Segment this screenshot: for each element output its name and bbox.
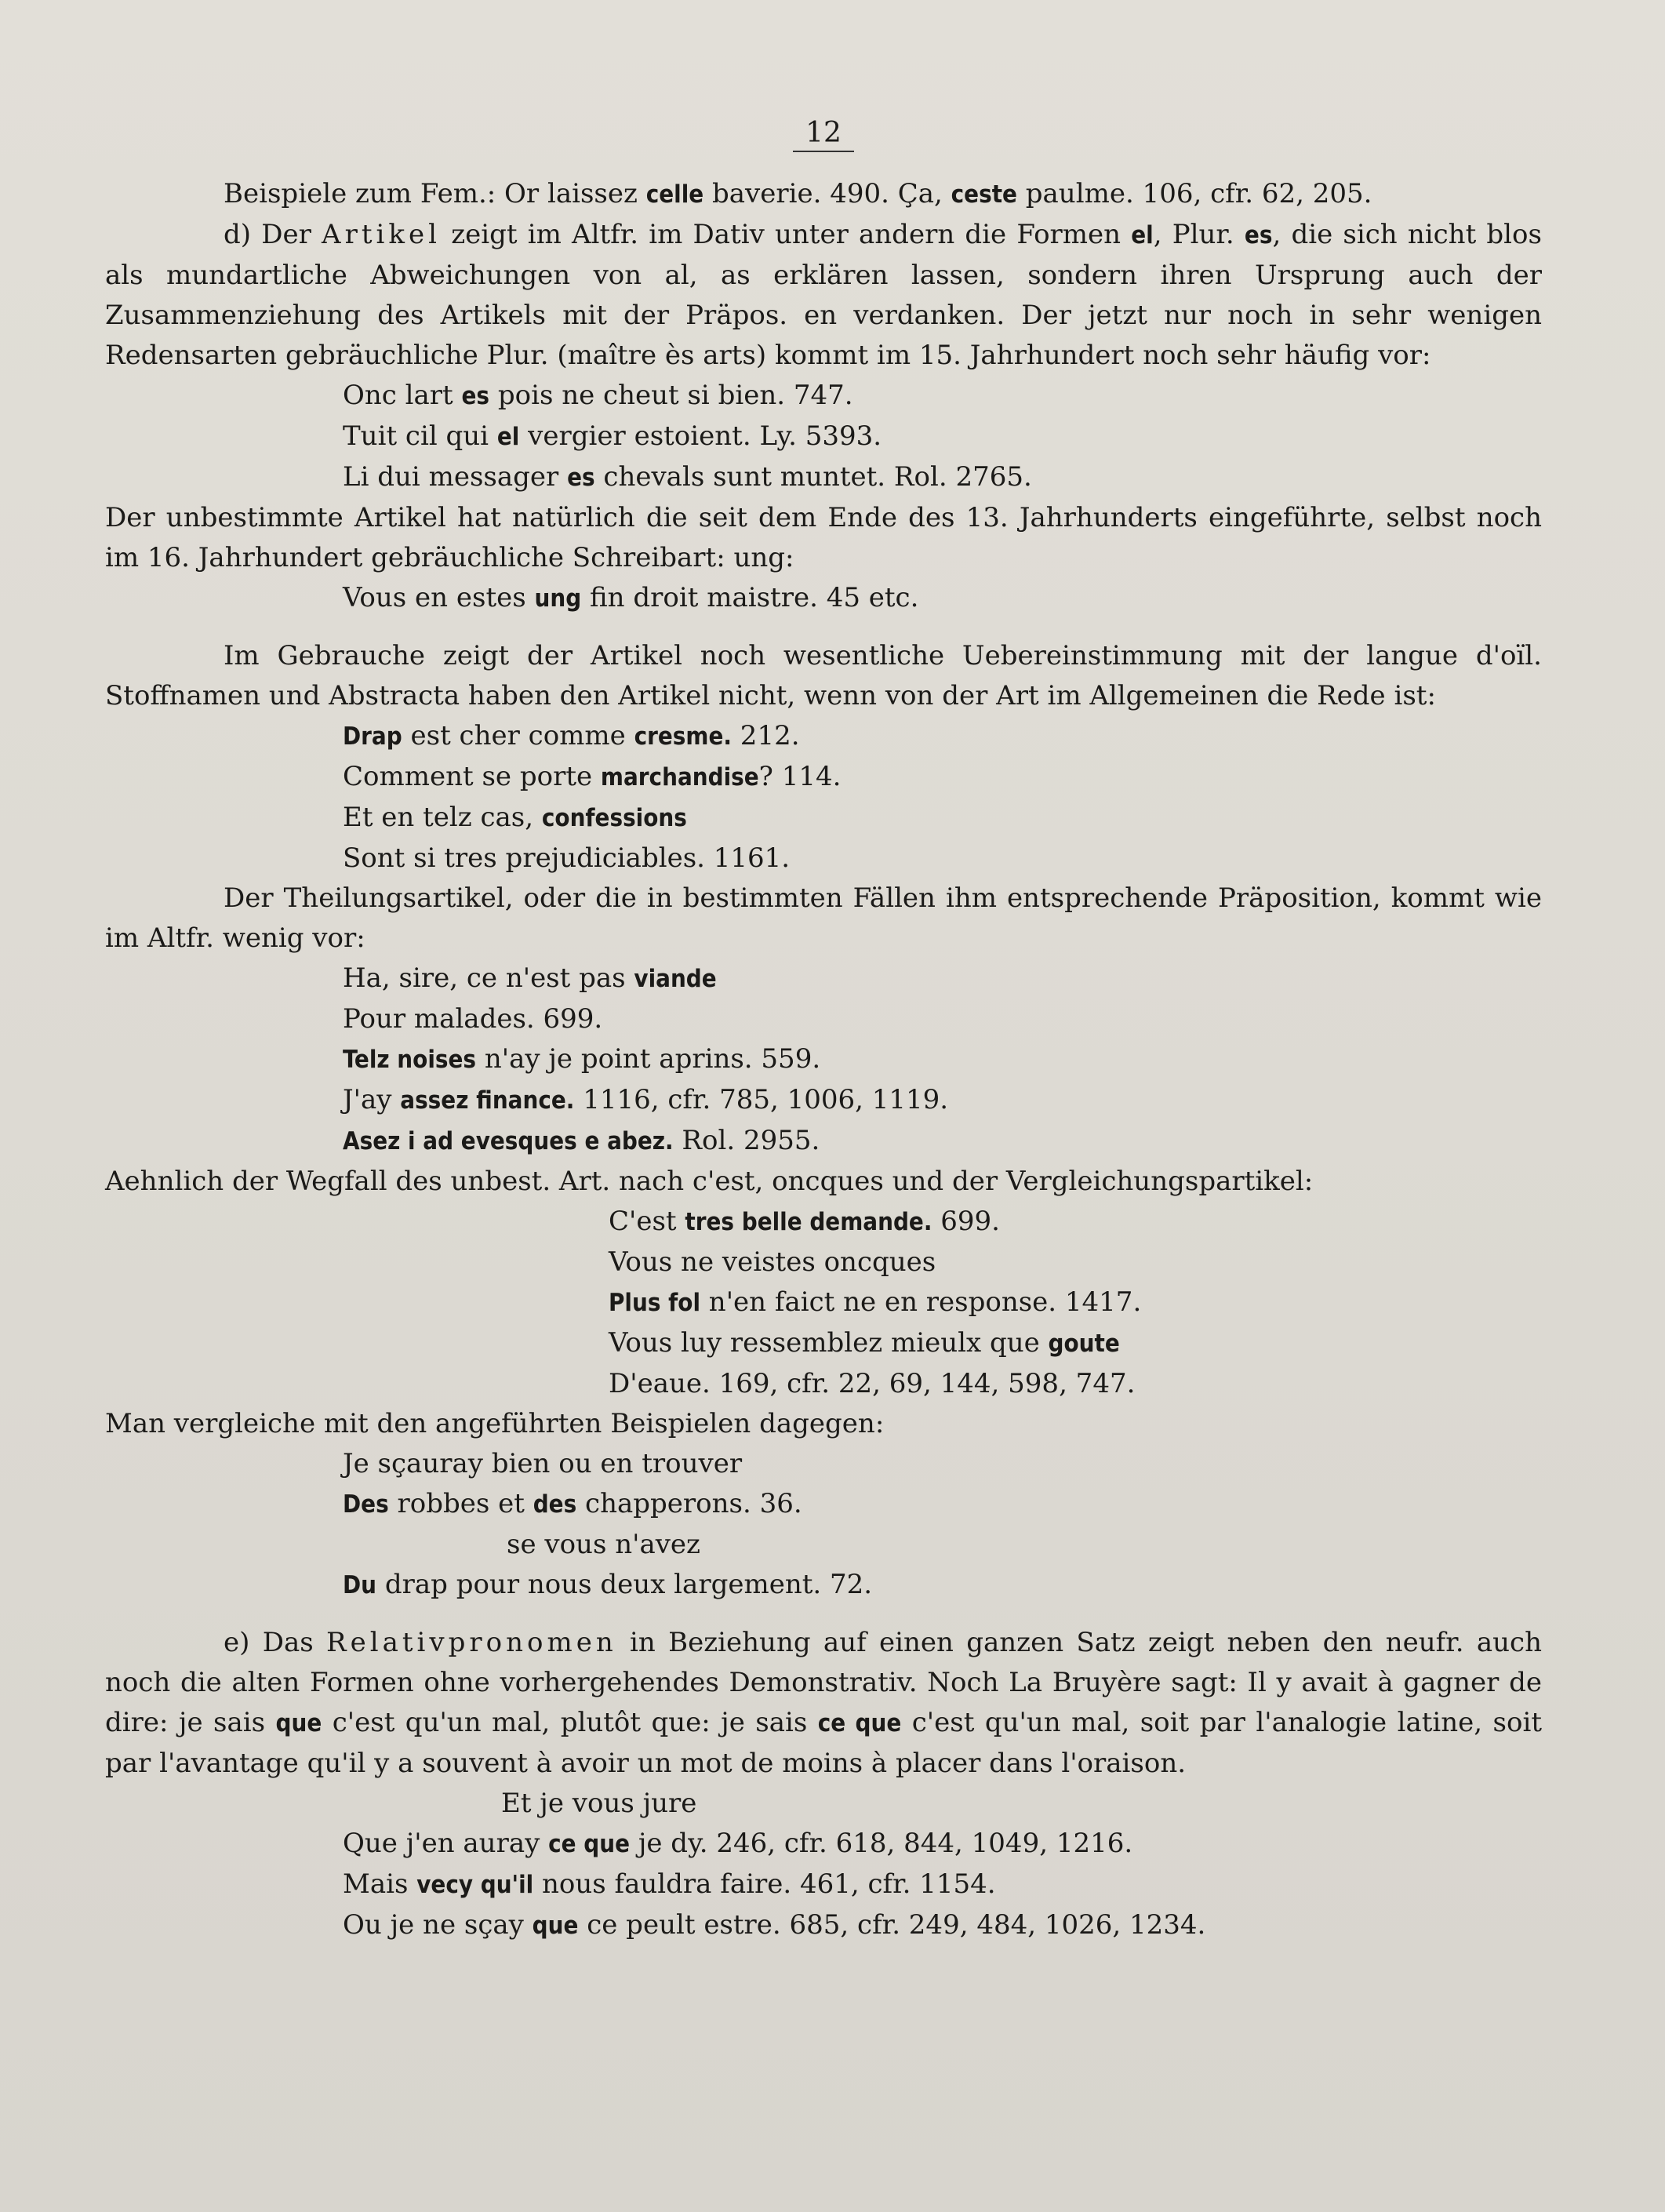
verse-line	[105, 578, 1542, 619]
text-run: C'est	[609, 1206, 685, 1237]
text-run: Comment se porte	[343, 761, 601, 792]
text-run: , die sich nicht blos als mundartliche Abweichungen von al, as erklären lassen, sondern ihren Ursprung auch der Zusammenziehung des Artikels mit der Präpos. en verdanken. Der jetzt nur noch in sehr wenigen Redensarten gebräuchliche Plur. (maître ès arts) kommt im 15. Jahrhundert noch sehr häufig vor:	[105, 219, 1542, 371]
text-run: e) Das	[224, 1627, 326, 1658]
text-run: Li dui messager	[343, 461, 568, 493]
text-run: drap pour nous deux largement. 72.	[376, 1569, 873, 1600]
bold-text: ung	[534, 584, 582, 613]
verse-line	[105, 1824, 1542, 1865]
text-run: d) Der	[224, 219, 322, 250]
text-run: 1116, cfr. 785, 1006, 1119.	[574, 1084, 949, 1115]
bold-text: goute	[1048, 1330, 1120, 1358]
bold-text: el	[1131, 221, 1154, 249]
text-run: in Beziehung auf einen ganzen Satz zeigt neben den neufr. auch noch die alten Formen ohne vorhergehendes Demonstrativ. Noch La Bruyère sagt: Il y avait à gagner de dire: je sais	[105, 1627, 1542, 1738]
text-run: Aehnlich der Wegfall des unbest. Art. nach c'est, oncques und der Vergleichungspartikel:	[105, 1166, 1314, 1197]
verse-line	[105, 1080, 1542, 1121]
text-run: chevals sunt muntet. Rol. 2765.	[594, 461, 1032, 493]
verse-line	[105, 1444, 1542, 1484]
text-run: pois ne cheut si bien. 747.	[489, 380, 853, 411]
bold-text: Asez i ad evesques e abez.	[343, 1127, 674, 1155]
text-run: ce peult estre. 685, cfr. 249, 484, 1026, 1234.	[578, 1909, 1206, 1941]
bold-text: tres belle demande.	[685, 1208, 932, 1236]
verse-line	[105, 1282, 1542, 1323]
text-run: fin droit maistre. 45 etc.	[581, 582, 919, 613]
text-run: ? 114.	[758, 761, 842, 792]
verse-line	[105, 798, 1542, 839]
bold-text: ce que	[548, 1830, 631, 1858]
text-run: Im Gebrauche zeigt der Artikel noch wesentliche Uebereinstimmung mit der langue d'oïl. Stoffnamen und Abstracta haben den Artikel nicht, wenn von der Art im Allgemeinen die Rede ist:	[105, 640, 1542, 711]
bold-text: confessions	[541, 804, 687, 832]
text-run: Tuit cil qui	[343, 420, 497, 452]
spaced-text: Artikel	[322, 219, 441, 250]
text-run: D'eaue. 169, cfr. 22, 69, 144, 598, 747.	[609, 1368, 1136, 1399]
verse-block	[105, 1444, 1542, 1606]
text-run: Onc lart	[343, 380, 462, 411]
text-run: J'ay	[343, 1084, 401, 1115]
verse-block	[105, 376, 1542, 498]
bold-text: Drap	[343, 722, 402, 751]
bold-text: celle	[645, 180, 704, 209]
paragraph	[105, 1162, 1542, 1202]
bold-text: vecy qu'il	[416, 1871, 534, 1899]
text-run: est cher comme	[402, 720, 634, 751]
verse-line	[105, 1784, 1542, 1824]
paragraph	[105, 1404, 1542, 1444]
text-run: Je sçauray bien ou en trouver	[343, 1448, 743, 1479]
text-run: Ou je ne sçay	[343, 1909, 533, 1941]
text-run: c'est qu'un mal, soit par l'analogie latine, soit par l'avantage qu'il y a souvent à avoir un mot de moins à placer dans l'oraison.	[105, 1707, 1542, 1779]
verse-line	[105, 1865, 1542, 1905]
text-run: , Plur.	[1153, 219, 1245, 250]
text-run: vergier estoient. Ly. 5393.	[519, 420, 882, 452]
text-run: Et en telz cas,	[343, 802, 542, 833]
text-run: Man vergleiche mit den angeführten Beispielen dagegen:	[105, 1408, 885, 1439]
verse-block	[105, 716, 1542, 879]
text-run: robbes et	[388, 1488, 533, 1519]
text-run: nous fauldra faire. 461, cfr. 1154.	[533, 1868, 996, 1900]
bold-text: es	[1244, 221, 1273, 249]
paragraph-gap	[105, 1606, 1542, 1623]
verse-line	[105, 417, 1542, 457]
bold-text: Du	[343, 1571, 377, 1599]
text-run: Vous ne veistes oncques	[609, 1246, 936, 1278]
text-run: baverie. 490. Ça,	[703, 178, 951, 209]
bold-text: Telz noises	[343, 1046, 477, 1074]
verse-line	[105, 457, 1542, 498]
text-run: Que j'en auray	[343, 1828, 549, 1859]
verse-line	[105, 376, 1542, 417]
bold-text: Plus fol	[609, 1289, 700, 1317]
paragraph	[105, 215, 1542, 376]
verse-line	[105, 959, 1542, 999]
verse-line	[105, 839, 1542, 879]
verse-line	[105, 1565, 1542, 1606]
verse-line	[105, 999, 1542, 1039]
text-run: Pour malades. 699.	[343, 1003, 603, 1035]
verse-block	[105, 1784, 1542, 1946]
verse-line	[105, 1905, 1542, 1946]
text-run: c'est qu'un mal, plutôt que: je sais	[322, 1707, 818, 1738]
text-run: zeigt im Altfr. im Dativ unter andern die Formen	[441, 219, 1132, 250]
text-run: Der unbestimmte Artikel hat natürlich die seit dem Ende des 13. Jahrhunderts eingeführte, selbst noch im 16. Jahrhundert gebräuchliche Schreibart: ung:	[105, 502, 1542, 573]
verse-line	[105, 1242, 1542, 1282]
paragraph	[105, 879, 1542, 959]
text-run: 699.	[932, 1206, 1000, 1237]
verse-line	[105, 1323, 1542, 1364]
text-run: n'ay je point aprins. 559.	[476, 1043, 821, 1075]
text-run: Vous en estes	[343, 582, 535, 613]
bold-text: Des	[343, 1490, 389, 1519]
verse-line	[105, 1202, 1542, 1242]
verse-line	[105, 1364, 1542, 1404]
bold-text: viande	[634, 965, 717, 993]
text-run: Ha, sire, ce n'est pas	[343, 962, 634, 994]
bold-text: marchandise	[600, 763, 759, 791]
text-run: Et je vous jure	[501, 1788, 697, 1819]
verse-block	[105, 959, 1542, 1162]
text-run: Sont si tres prejudiciables. 1161.	[343, 842, 791, 874]
verse-block	[105, 578, 1542, 619]
page-body	[105, 174, 1542, 1946]
paragraph-gap	[105, 619, 1542, 636]
verse-line	[105, 1525, 1542, 1565]
verse-line	[105, 1484, 1542, 1525]
text-run: Beispiele zum Fem.: Or laissez	[224, 178, 646, 209]
text-run: Der Theilungsartikel, oder die in bestimmten Fällen ihm entsprechende Präposition, kommt wie im Altfr. wenig vor:	[105, 882, 1542, 954]
verse-line	[105, 716, 1542, 757]
bold-text: que	[532, 1912, 579, 1940]
bold-text: ce que	[817, 1709, 902, 1737]
text-run: n'en faict ne en response. 1417.	[700, 1286, 1142, 1318]
text-run: se vous n'avez	[507, 1529, 700, 1560]
bold-text: es	[461, 382, 490, 410]
page-number: 12	[105, 118, 1542, 149]
bold-text: el	[496, 423, 520, 451]
bold-text: ceste	[951, 180, 1017, 209]
verse-line	[105, 1039, 1542, 1080]
paragraph	[105, 1623, 1542, 1784]
text-run: 212.	[732, 720, 800, 751]
verse-block	[105, 1202, 1542, 1404]
text-run: Mais	[343, 1868, 417, 1900]
paragraph	[105, 174, 1542, 215]
text-run: Rol. 2955.	[673, 1125, 820, 1156]
bold-text: des	[533, 1490, 577, 1519]
verse-line	[105, 1121, 1542, 1162]
bold-text: que	[275, 1709, 322, 1737]
text-run: Vous luy ressemblez mieulx que	[609, 1327, 1049, 1359]
text-run: chapperons. 36.	[576, 1488, 802, 1519]
bold-text: cresme.	[634, 722, 732, 751]
paragraph	[105, 498, 1542, 578]
text-run: je dy. 246, cfr. 618, 844, 1049, 1216.	[630, 1828, 1133, 1859]
paragraph	[105, 636, 1542, 716]
bold-text: assez finance.	[400, 1086, 575, 1115]
bold-text: es	[567, 464, 595, 492]
verse-line	[105, 757, 1542, 798]
spaced-text: Relativpronomen	[326, 1627, 617, 1658]
text-run: paulme. 106, cfr. 62, 205.	[1016, 178, 1372, 209]
